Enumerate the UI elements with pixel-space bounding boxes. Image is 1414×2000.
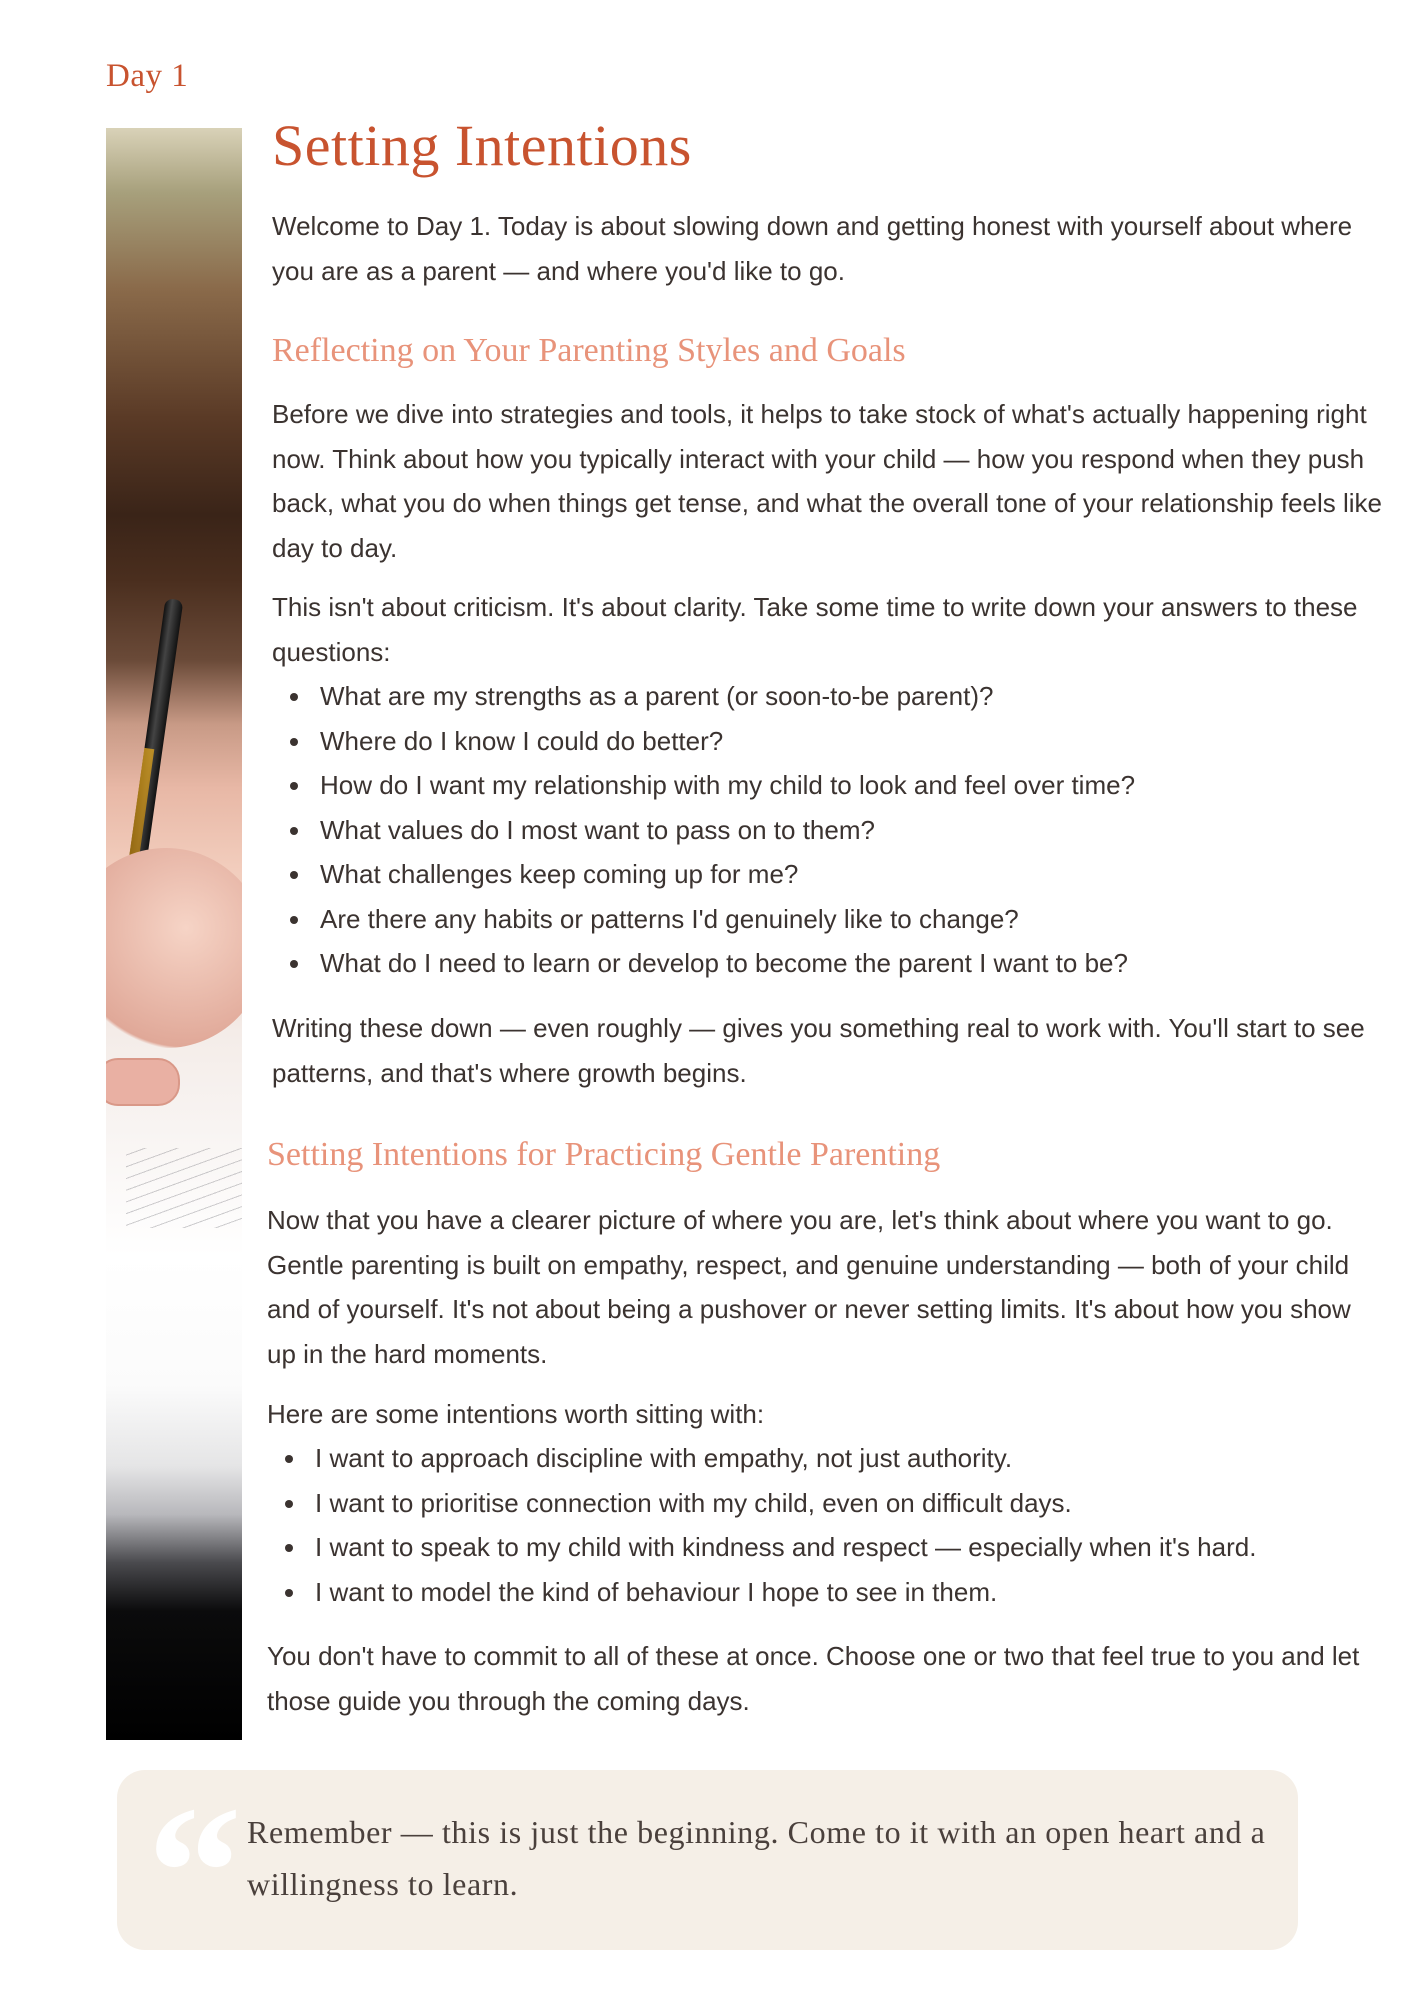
intro-paragraph: Welcome to Day 1. Today is about slowing down and getting honest with yourself about where you are as a parent — and where you'd like to go. xyxy=(272,211,1353,286)
section2-paragraph-2: Here are some intentions worth sitting with: xyxy=(267,1399,765,1429)
list-item: What are my strengths as a parent (or soon-to-be parent)? xyxy=(272,674,1382,719)
quote-mark-icon: “ xyxy=(147,1768,242,1978)
quote-callout xyxy=(117,1768,1298,1978)
quote-text: Remember — this is just the beginning. Come to it with an open heart and a willingness to learn. xyxy=(247,1814,1266,1902)
writing-hand-photo xyxy=(106,128,242,1740)
list-item: I want to prioritise connection with my child, even on difficult days. xyxy=(267,1481,1382,1526)
list-item: Where do I know I could do better? xyxy=(272,719,1382,764)
section1-paragraph-1: Before we dive into strategies and tools, it helps to take stock of what's actually happening right now. Think about how you typically interact with your child — how you respond when they push back, what you do when things get tense, and what the overall tone of your relationship feels like day to day. xyxy=(272,399,1383,563)
list-item: Are there any habits or patterns I'd genuinely like to change? xyxy=(272,897,1382,942)
intentions-list xyxy=(267,1436,1382,1614)
section2-paragraph-1: Now that you have a clearer picture of where you are, let's think about where you want to go. Gentle parenting is built on empathy, respect, and genuine understanding — both of your child and of yourself. It's not about being a pushover or never setting limits. It's about how you show up in the hard moments. xyxy=(267,1205,1351,1369)
section2-paragraph-3: You don't have to commit to all of these at once. Choose one or two that feel true to you and let those guide you through the coming days. xyxy=(267,1641,1360,1716)
list-item: I want to speak to my child with kindness and respect — especially when it's hard. xyxy=(267,1525,1382,1570)
reflection-questions-list xyxy=(272,674,1382,986)
section-heading-gentle-parenting: Setting Intentions for Practicing Gentle Parenting xyxy=(267,1136,941,1173)
finger-shape xyxy=(106,1058,180,1106)
section-heading-reflecting: Reflecting on Your Parenting Styles and Goals xyxy=(272,332,906,369)
list-item: How do I want my relationship with my child to look and feel over time? xyxy=(272,763,1382,808)
hand-shape xyxy=(106,848,242,1048)
day-label: Day 1 xyxy=(106,58,189,94)
list-item: What values do I most want to pass on to them? xyxy=(272,808,1382,853)
list-item: What challenges keep coming up for me? xyxy=(272,852,1382,897)
list-item: I want to approach discipline with empathy, not just authority. xyxy=(267,1436,1382,1481)
handwriting-shape xyxy=(126,1148,242,1228)
list-item: What do I need to learn or develop to become the parent I want to be? xyxy=(272,941,1382,986)
section1-paragraph-3: Writing these down — even roughly — gives you something real to work with. You'll start to see patterns, and that's where growth begins. xyxy=(272,1013,1365,1088)
page-title: Setting Intentions xyxy=(272,113,692,178)
list-item: I want to model the kind of behaviour I hope to see in them. xyxy=(267,1570,1382,1615)
section1-paragraph-2: This isn't about criticism. It's about clarity. Take some time to write down your answers to these questions: xyxy=(272,592,1358,667)
